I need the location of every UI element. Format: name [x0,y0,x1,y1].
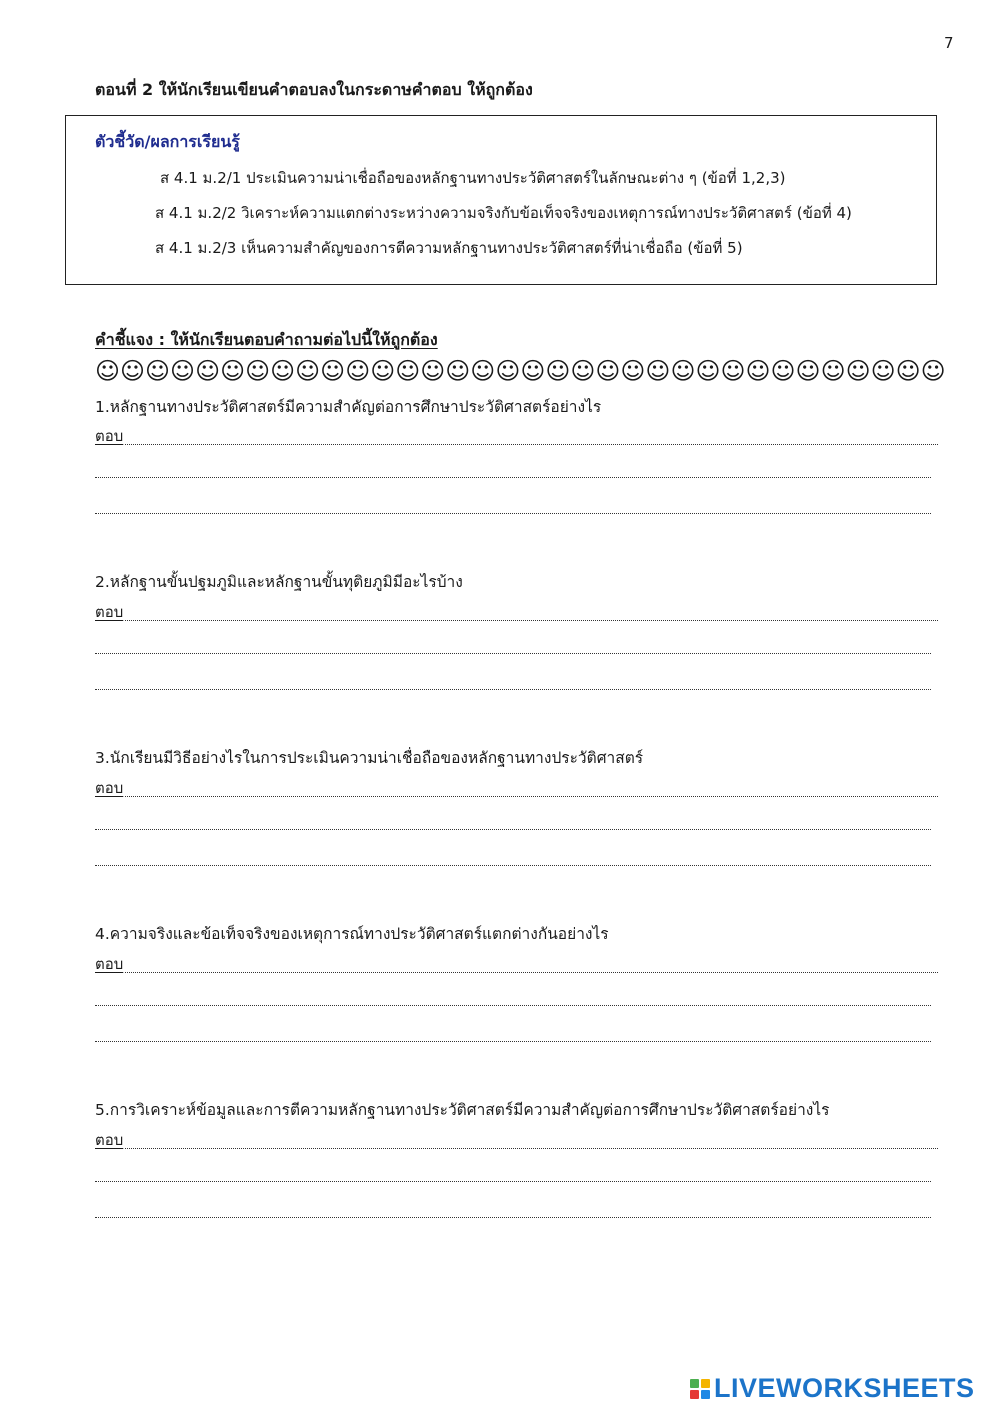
answer-dots [125,619,938,621]
answer-label: ตอบ [95,1131,124,1149]
question-1: 1.หลักฐานทางประวัติศาสตร์มีความสำคัญต่อการศึกษาประวัติศาสตร์อย่างไร [95,398,602,416]
smiley-row-icon: ☺☺☺☺☺☺☺☺☺☺☺☺☺☺☺☺☺☺☺☺☺☺☺☺☺☺☺☺☺☺☺☺☺☺ [95,357,946,385]
question-4: 4.ความจริงและข้อเท็จจริงของเหตุการณ์ทางประวัติศาสตร์แตกต่างกันอย่างไร [95,925,609,943]
liveworksheets-logo [690,1373,975,1404]
answer-blank-line[interactable] [95,1040,931,1042]
answer-label: ตอบ [95,779,124,797]
answer-line-2[interactable] [95,604,938,624]
page-number: 7 [944,34,954,52]
answer-line-5[interactable] [95,1132,938,1152]
answer-dots [125,795,938,797]
answer-dots [125,443,938,445]
question-5: 5.การวิเคราะห์ข้อมูลและการตีความหลักฐานทางประวัติศาสตร์มีความสำคัญต่อการศึกษาประวัติศาสตร์อย่างไร [95,1101,830,1119]
answer-blank-line[interactable] [95,1180,931,1182]
answer-dots [125,971,938,973]
answer-line-4[interactable] [95,956,938,976]
indicator-item: ส 4.1 ม.2/2 วิเคราะห์ความแตกต่างระหว่างความจริงกับข้อเท็จจริงของเหตุการณ์ทางประวัติศาสตร์ (ข้อที่ 4) [155,204,852,222]
answer-blank-line[interactable] [95,688,931,690]
answer-line-1[interactable] [95,428,938,448]
answer-blank-line[interactable] [95,828,931,830]
answer-blank-line[interactable] [95,864,931,866]
answer-line-3[interactable] [95,780,938,800]
answer-label: ตอบ [95,955,124,973]
answer-dots [125,1147,938,1149]
part-title: ตอนที่ 2 ให้นักเรียนเขียนคำตอบลงในกระดาษคำตอบ ให้ถูกต้อง [95,80,533,99]
indicator-item: ส 4.1 ม.2/1 ประเมินความน่าเชื่อถือของหลักฐานทางประวัติศาสตร์ในลักษณะต่าง ๆ (ข้อที่ 1,2,3) [160,169,786,187]
indicators-heading: ตัวชี้วัด/ผลการเรียนรู้ [95,132,240,151]
logo-text: LIVEWORKSHEETS [714,1373,975,1403]
logo-grid-icon [690,1379,710,1399]
answer-blank-line[interactable] [95,476,931,478]
answer-label: ตอบ [95,603,124,621]
answer-blank-line[interactable] [95,512,931,514]
answer-label: ตอบ [95,427,124,445]
question-2: 2.หลักฐานขั้นปฐมภูมิและหลักฐานขั้นทุติยภูมิมีอะไรบ้าง [95,573,463,591]
answer-blank-line[interactable] [95,652,931,654]
question-3: 3.นักเรียนมีวิธีอย่างไรในการประเมินความน่าเชื่อถือของหลักฐานทางประวัติศาสตร์ [95,749,644,767]
answer-blank-line[interactable] [95,1216,931,1218]
indicator-item: ส 4.1 ม.2/3 เห็นความสำคัญของการตีความหลักฐานทางประวัติศาสตร์ที่น่าเชื่อถือ (ข้อที่ 5) [155,239,743,257]
instructions: คำชี้แจง : ให้นักเรียนตอบคำถามต่อไปนี้ให้ถูกต้อง [95,330,438,349]
answer-blank-line[interactable] [95,1004,931,1006]
